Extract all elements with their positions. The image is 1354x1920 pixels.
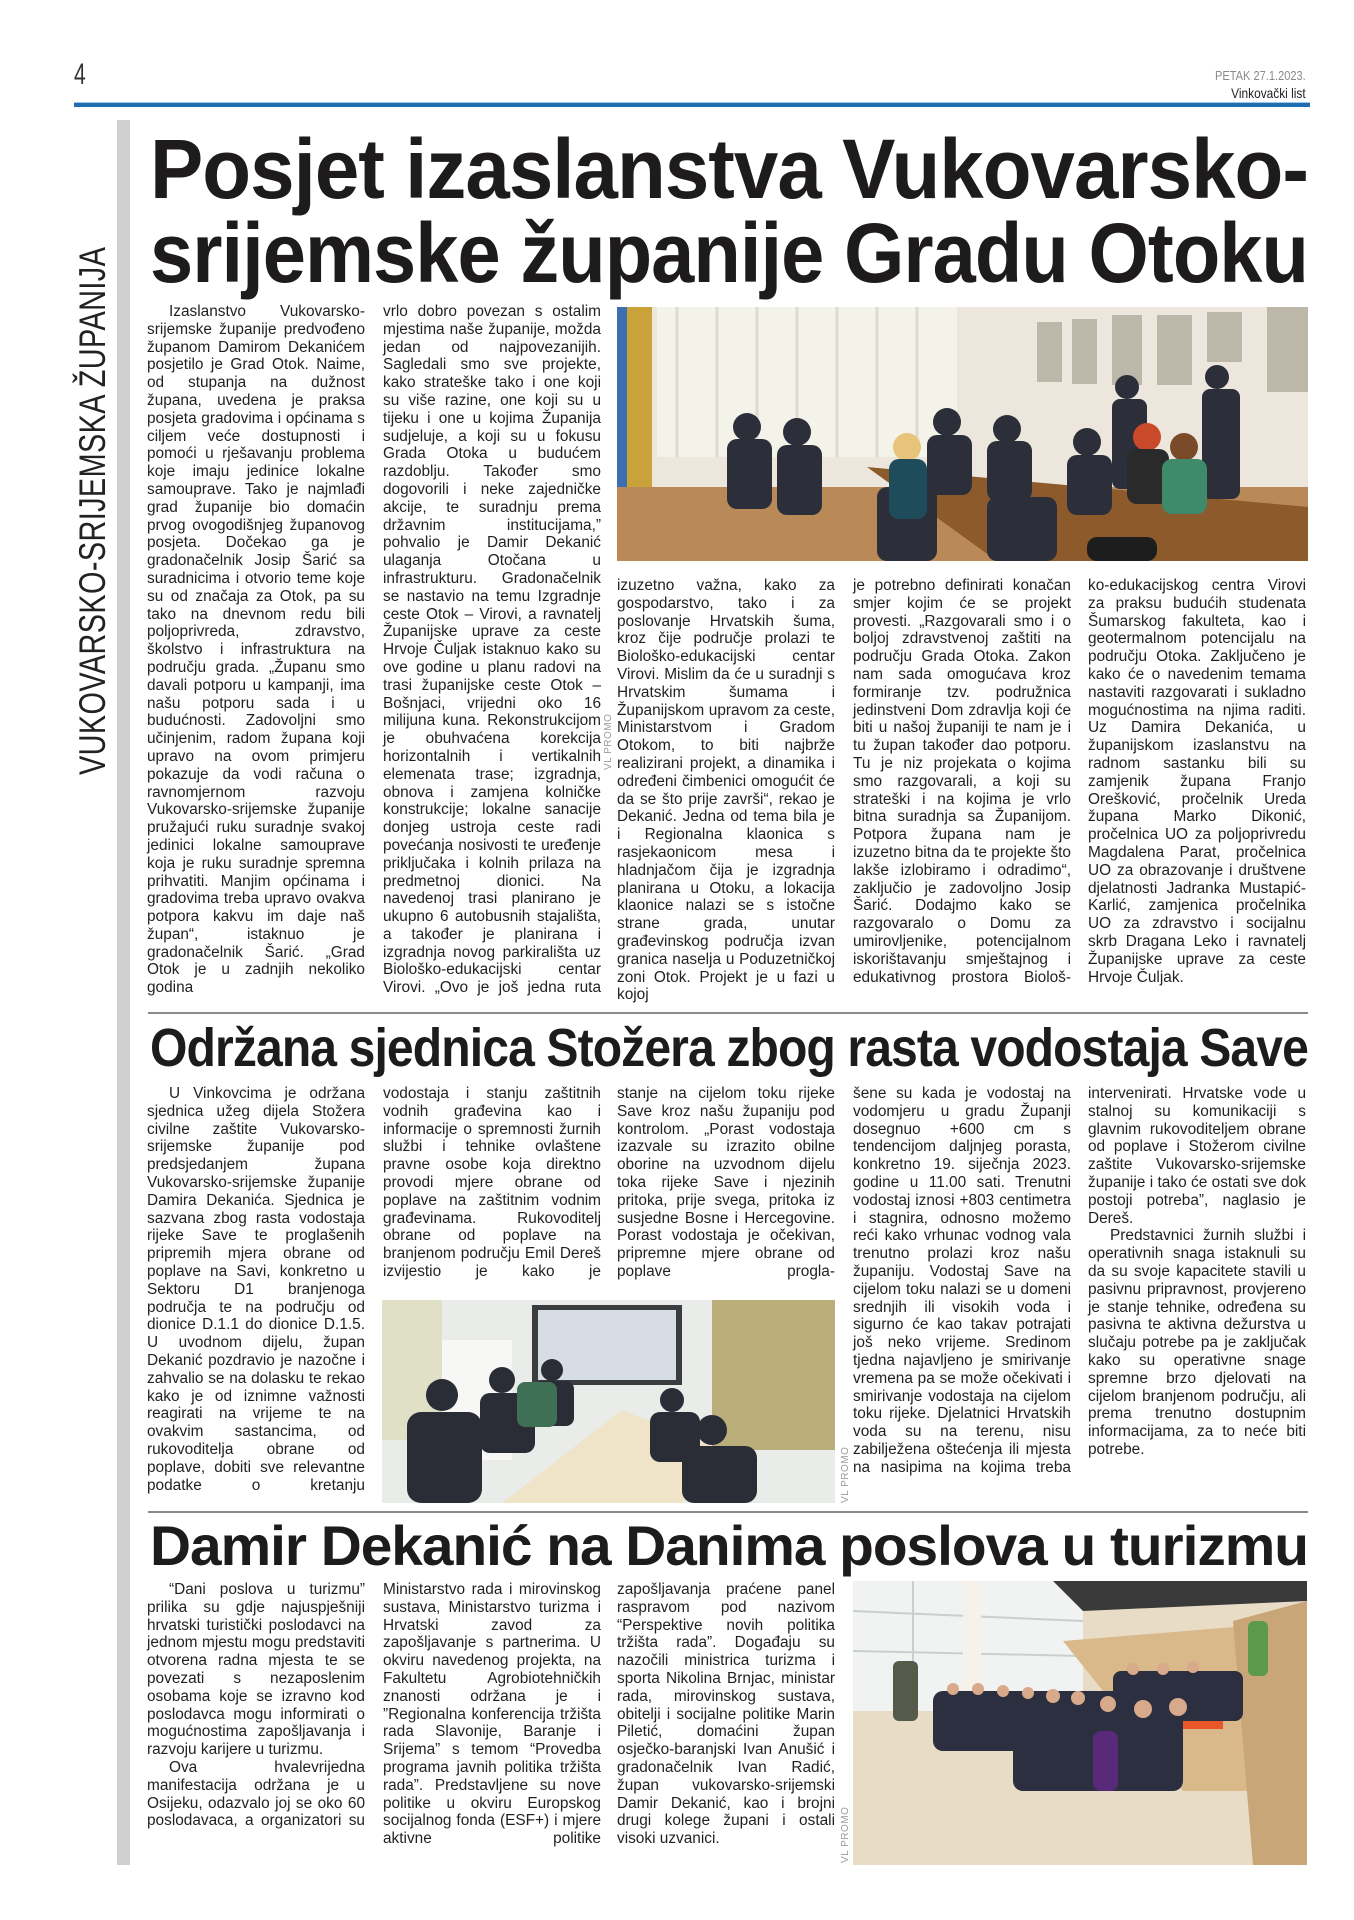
article3-column-1: “Dani poslova u turizmu” prilika su gdje najuspješniji hrvatski turistički poslodavci na jednom mjestu mogu predstaviti otvorena radna mjesta te se povezati s nezaposlenim osobama koje se izravno kod poslodavca mogu informirati o mogućnostima zapošljavanja i razvoju karijere u turizmu. Ova hvalevrijedna manifestacija održana je u Osijeku, odazvalo joj se oko 60 poslodavaca, a organizatori su — [147, 1581, 365, 1830]
article3-column-3: zapošljavanja praćene panel raspravom pod nazivom “Perspektive novih politika tržišta rada”. Događaju su nazočili ministrica turizma i sporta Nikolina Brnjac, ministar rada, mirovinskog sustava, obitelji i socijalne politike Marin Piletić, domaćini župan osječko-baranjski Ivan Anušić i gradonačelnik Ivan Radić, župan vukovarsko-srijemski Damir Dekanić, kao i brojni drugi kolege župani i ostali visoki uzvanici. — [617, 1581, 835, 1848]
article2-column-2: vodostaja i stanju zaštitnih vodnih građevina kao i informacije o spremnosti žurnih službi i tehnike ovlaštene pravne osobe koja direktno provodi mjere obrane od poplave na zaštitnim vodnim građevinama. Rukovoditelj obrane od poplave na branjenom području Emil Dereš izvijestio je kako je — [383, 1085, 601, 1280]
article3-photo-auditorium — [853, 1581, 1307, 1865]
article1-headline-line2: srijemske županije Gradu Otoku — [150, 206, 1308, 300]
photo-credit: VL PROMO — [840, 1806, 851, 1863]
article-divider — [148, 1012, 1308, 1014]
photo-credit: VL PROMO — [840, 1446, 851, 1503]
article1-column-4: je potrebno definirati konačan smjer kojim će se projekt provesti. „Razgovarali smo i o boljoj zdravstvenoj zaštiti na području Grada Otoka. Zakon nam sada omogućava kroz formiranje tzv. podružnica jedinstveni Dom zdravlja koji će biti u našoj županiji te nam je i tu župan također dao potporu. Tu je niz projekata o kojima smo razgovarali, a koji su strateški i na kojima je vrlo bitna suradnja sa Županijom. Potpora župana nam je izuzetno bitna da te projekte što lakše izlobiramo i odradimo“, zaključio je zadovoljno Josip Šarić. Dodajmo kako se razgovaralo o Domu za umirovljenike, potencijalnom iskorištavanju smještajnog i edukativnog prostora Biološ- — [853, 577, 1071, 986]
photo-credit: VL PROMO — [603, 713, 614, 770]
issue-date: PETAK 27.1.2023. — [1215, 68, 1306, 83]
page-number: 4 — [74, 58, 86, 91]
article1-photo-meeting — [617, 307, 1308, 561]
article3-headline: Damir Dekanić na Danima poslova u turizmu — [150, 1514, 1308, 1577]
section-label — [72, 115, 114, 775]
header-rule — [74, 102, 1310, 107]
section-label-text: VUKOVARSKO-SRIJEMSKA ŽUPANIJA — [72, 246, 113, 775]
newspaper-name: Vinkovački list — [1231, 85, 1306, 101]
article2-column-1: U Vinkovcima je održana sjednica užeg dijela Stožera civilne zaštite Vukovarsko-srijemske županije pod predsjedanjem župana Vukovarsko-srijemske županije Damira Dekanića. Sjednica je sazvana zbog rasta vodostaja rijeke Save te proglašenih pripremih mjera obrane od poplave na Savi, konkretno u Sektoru D1 branjenoga područja te na području od dionice D.1.1 do dionice D.1.5. U uvodnom dijelu, župan Dekanić pozdravio je nazočne i zahvalio se na dolasku te rekao kako je od iznimne važnosti reagirati na vrijeme te na ovakvim sastancima, od rukovoditelja obrane od poplave, dobiti sve relevantne podatke o kretanju — [147, 1085, 365, 1494]
article1-column-1: Izaslanstvo Vukovarsko-srijemske županije predvođeno županom Damirom Dekanićem posjetilo je Grad Otok. Naime, od stupanja na dužnost župana, uvedena je praksa posjeta gradovima i općinama s ciljem veće dostupnosti i pomoći u rješavanju problema koje imaju jedinice lokalne samouprave. Tako je najmlađi grad županije bio domaćin prvog ovogodišnjeg županovog posjeta. Dočekao ga je gradonačelnik Josip Šarić sa suradnicima i otvorio teme koje su od značaja za Otok, pa su tako na dnevnom redu bili poljoprivreda, zdravstvo, školstvo i infrastruktura na području grada. „Županu smo davali potporu u kampanji, ima našu potporu sada i u budućnosti. Zadovoljni smo učinjenim, radom župana koji upravo na ovom primjeru pokazuje da vodi računa o ravnomjernom razvoju Vukovarsko-srijemske županije pružajući ruku suradnje svakoj jedinici lokalne samouprave koja je ruku suradnje spremna prihvatiti. Manjim općinama i gradovima treba upravo ovakva potpora kakvu im daje naš župan“, istaknuo je gradonačelnik Šarić. „Grad Otok je u zadnjih nekoliko godina — [147, 303, 365, 997]
article2-column-3: stanje na cijelom toku rijeke Save kroz našu županiju pod kontrolom. „Porast vodostaja izazvale su izrazito obilne oborine na uzvodnom dijelu toka rijeke Save i njezinih pritoka, prije svega, pritoka iz susjedne Bosne i Hercegovine. Porast vodostaja je očekivan, pripremne mjere obrane od poplave progla- — [617, 1085, 835, 1280]
article3-column-2: Ministarstvo rada i mirovinskog sustava, Ministarstvo turizma i Hrvatski zavod za zapošljavanje s partnerima. U okviru navedenog projekta, na Fakultetu Agrobiotehničkih znanosti održana je i ”Regionalna konferencija tržišta rada Slavonije, Baranje i Srijema” s temom “Provedba programa javnih politika tržišta rada”. Predstavljene su nove politike u okviru Europskog socijalnog fonda (ESF+) i mjere aktivne politike — [383, 1581, 601, 1848]
article1-headline-line1: Posjet izaslanstva Vukovarsko- — [150, 122, 1308, 216]
article1-column-5: ko-edukacijskog centra Virovi za praksu budućih studenata Šumarskog fakulteta, kao i geotermalnom potencijalu na području Otoka. Zaključeno je kako će o navedenim temama nastaviti razgovarati i sukladno mogućnostima na njima raditi. Uz Damira Dekanića, u županijskom izaslanstvu na radnom sastanku bili su zamjenik župana Franjo Orešković, pročelnik Ureda župana Marko Dikonić, pročelnica UO za poljoprivredu Magdalena Parat, pročelnica UO za obrazovanje i društvene djelatnosti Jadranka Mustapić-Karlić, zamjenica pročelnika UO za zdravstvo i socijalnu skrb Dragana Leko i ravnatelj Županijske uprave za ceste Hrvoje Čuljak. — [1088, 577, 1306, 986]
article2-column-4: šene su kada je vodostaj na vodomjeru u gradu Županji dosegnuo +600 cm s tendencijom daljnjeg porasta, konkretno 19. siječnja 2023. godine u 11.00 sati. Trenutni vodostaj iznosi +803 centimetra i stagnira, odnosno možemo reći kako vrhunac vodnog vala trenutno prolazi kroz našu županiju. Vodostaj Save na cijelom toku nalazi se u domeni srednjih ili visokih voda i sigurno će kao takav potrajati još neko vrijeme. Sredinom tjedna najavljeno je smirivanje vremena pa se može očekivati i smirivanje vodostaja na cijelom toku rijeke. Djelatnici Hrvatskih voda su na terenu, nisu zabilježena oštećenja ili mjesta na nasipima na kojima treba — [853, 1085, 1071, 1476]
article1-column-2: vrlo dobro povezan s ostalim mjestima naše županije, možda jedan od najpovezanijih. Sagledali smo sve projekte, kako strateške tako i one koji su više razine, one koji su u tijeku i one u kojima Županija sudjeluje, a koji su u fokusu Grada Otoka u budućem razdoblju. Također smo dogovorili i neke zajedničke akcije, te suradnju prema državnim institucijama,” pohvalio je Damir Dekanić ulaganja Otočana u infrastrukturu. Gradonačelnik se nastavio na temu Izgradnje ceste Otok – Virovi, a ravnatelj Županijske uprave za ceste Hrvoje Čuljak istaknuo kako su ove godine u planu radovi na trasi županijske ceste Otok – Bošnjaci, vrijedni oko 16 milijuna kuna. Rekonstrukcijom je obuhvaćena korekcija horizontalnih i vertikalnih elemenata trase; izgradnja, obnova i zamjena kolničke konstrukcije; lokalne sanacije donjeg ustroja ceste radi povećanja nosivosti te uređenje priključaka i kolnih prilaza na predmetnoj dionici. Na navedenoj trasi planirano je ukupno 6 autobusnih stajališta, a također je planirana i izgradnja novog parkirališta uz Biološko-edukacijski centar Virovi. „Ovo je još jedna ruta — [383, 303, 601, 997]
article-divider — [148, 1511, 1308, 1513]
article1-column-3: izuzetno važna, kako za gospodarstvo, tako i za poslovanje Hrvatskih šuma, kroz čije područje prolazi te Biološko-edukacijski centar Virovi. Mislim da će u suradnji s Hrvatskim šumama i Županijskom upravom za ceste, Ministarstvom i Gradom Otokom, to biti najbrže realizirani projekt, a dinamika i određeni čimbenici omogućit će da se što prije završi“, rekao je Dekanić. Jedna od tema bila je i Regionalna klaonica s rasjekaonicom mesa i hladnjačom čija je izgradnja planirana u Otoku, a lokacija klaonice nalazi se s istočne strane grada, unutar građevinskog područja izvan granica naselja u Poduzetničkoj zoni Otok. Projekt je u fazi u kojoj — [617, 577, 835, 1004]
article2-photo-meeting — [382, 1300, 835, 1503]
section-side-bar — [117, 120, 130, 1865]
article2-headline: Održana sjednica Stožera zbog rasta vodostaja Save — [150, 1018, 1308, 1078]
article2-column-5: intervenirati. Hrvatske vode u stalnoj su komunikaciji s glavnim rukovoditeljem obrane od poplave i Stožerom civilne zaštite Vukovarsko-srijemske županije i tako će ostati sve dok postoji potreba”, naglasio je Dereš. Predstavnici žurnih službi i operativnih snaga istaknuli su da su svoje kapacitete stavili u pasivnu pripravnost, provjereno je stanje tehnike, određena su pasivna te aktivna dežurstva u slučaju potrebe pa je zaključak kako su operativne snage spremne brzo djelovati na cijelom branjenom području, ali prema trenutno dostupnim informacijama, za to neće biti potrebe. — [1088, 1085, 1306, 1458]
